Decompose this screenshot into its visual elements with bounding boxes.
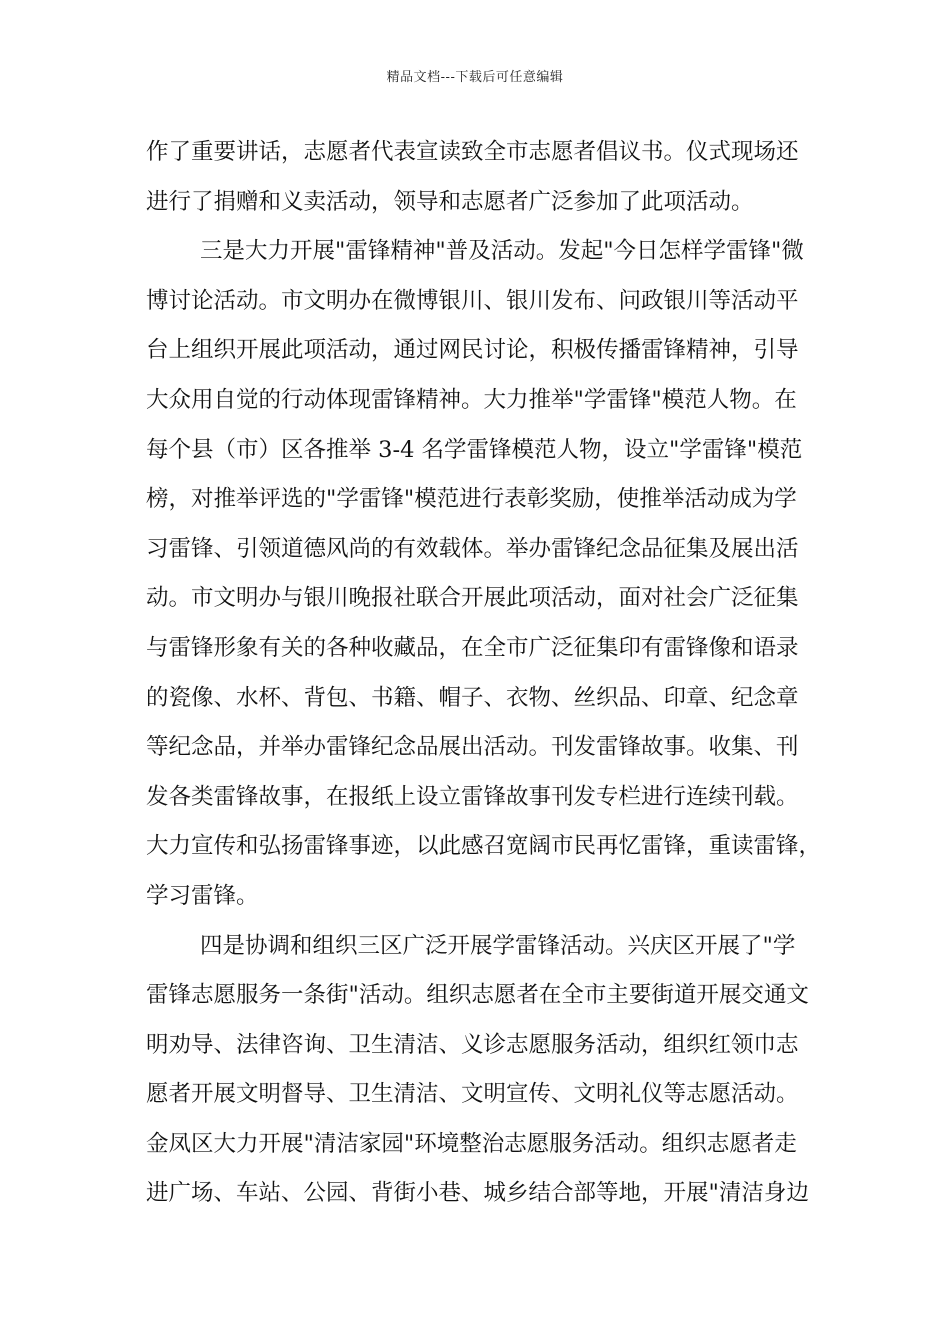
page-header: 精品文档---下载后可任意编辑 xyxy=(386,70,564,85)
paragraph xyxy=(146,128,806,227)
text-line: 习雷锋、引领道德风尚的有效载体。举办雷锋纪念品征集及展出活 xyxy=(146,535,799,562)
text-line: 等纪念品，并举办雷锋纪念品展出活动。刊发雷锋故事。收集、刊 xyxy=(146,734,799,761)
text-line: 台上组织开展此项活动，通过网民讨论，积极传播雷锋精神，引导 xyxy=(146,337,799,364)
body-text xyxy=(146,128,822,1219)
text-line: 榜，对推举评选的"学雷锋"模范进行表彰奖励，使推举活动成为学 xyxy=(146,486,797,513)
text-line: 明劝导、法律咨询、卫生清洁、义诊志愿服务活动，组织红领巾志 xyxy=(146,1031,799,1058)
text-line: 与雷锋形象有关的各种收藏品，在全市广泛征集印有雷锋像和语录 xyxy=(146,634,799,661)
text-line: 作了重要讲话，志愿者代表宣读致全市志愿者倡议书。仪式现场还 xyxy=(146,139,799,165)
paragraph xyxy=(146,922,809,1220)
text-line: 的瓷像、水杯、背包、书籍、帽子、衣物、丝织品、印章、纪念章 xyxy=(146,684,799,711)
text-line: 学习雷锋。 xyxy=(146,882,259,909)
paragraph xyxy=(146,227,822,921)
text-line: 发各类雷锋故事，在报纸上设立雷锋故事刊发专栏进行连续刊载。 xyxy=(146,783,799,810)
text-line: 金凤区大力开展"清洁家园"环境整治志愿服务活动。组织志愿者走 xyxy=(146,1130,797,1157)
text-line: 愿者开展文明督导、卫生清洁、文明宣传、文明礼仪等志愿活动。 xyxy=(146,1081,799,1108)
text-line: 每个县（市）区各推举 3-4 名学雷锋模范人物，设立"学雷锋"模范 xyxy=(146,436,803,463)
text-line: 三是大力开展"雷锋精神"普及活动。发起"今日怎样学雷锋"微 xyxy=(200,238,804,265)
text-line: 进行了捐赠和义卖活动，领导和志愿者广泛参加了此项活动。 xyxy=(146,188,754,215)
text-line: 大众用自觉的行动体现雷锋精神。大力推举"学雷锋"模范人物。在 xyxy=(146,386,797,413)
text-line: 四是协调和组织三区广泛开展学雷锋活动。兴庆区开展了"学 xyxy=(200,932,796,959)
text-line: 进广场、车站、公园、背街小巷、城乡结合部等地，开展"清洁身边 xyxy=(146,1180,809,1207)
text-line: 大力宣传和弘扬雷锋事迹，以此感召宽阔市民再忆雷锋，重读雷锋， xyxy=(146,833,822,860)
text-line: 动。市文明办与银川晚报社联合开展此项活动，面对社会广泛征集 xyxy=(146,585,799,612)
text-line: 博讨论活动。市文明办在微博银川、银川发布、问政银川等活动平 xyxy=(146,287,799,314)
text-line: 雷锋志愿服务一条街"活动。组织志愿者在全市主要街道开展交通文 xyxy=(146,982,809,1009)
